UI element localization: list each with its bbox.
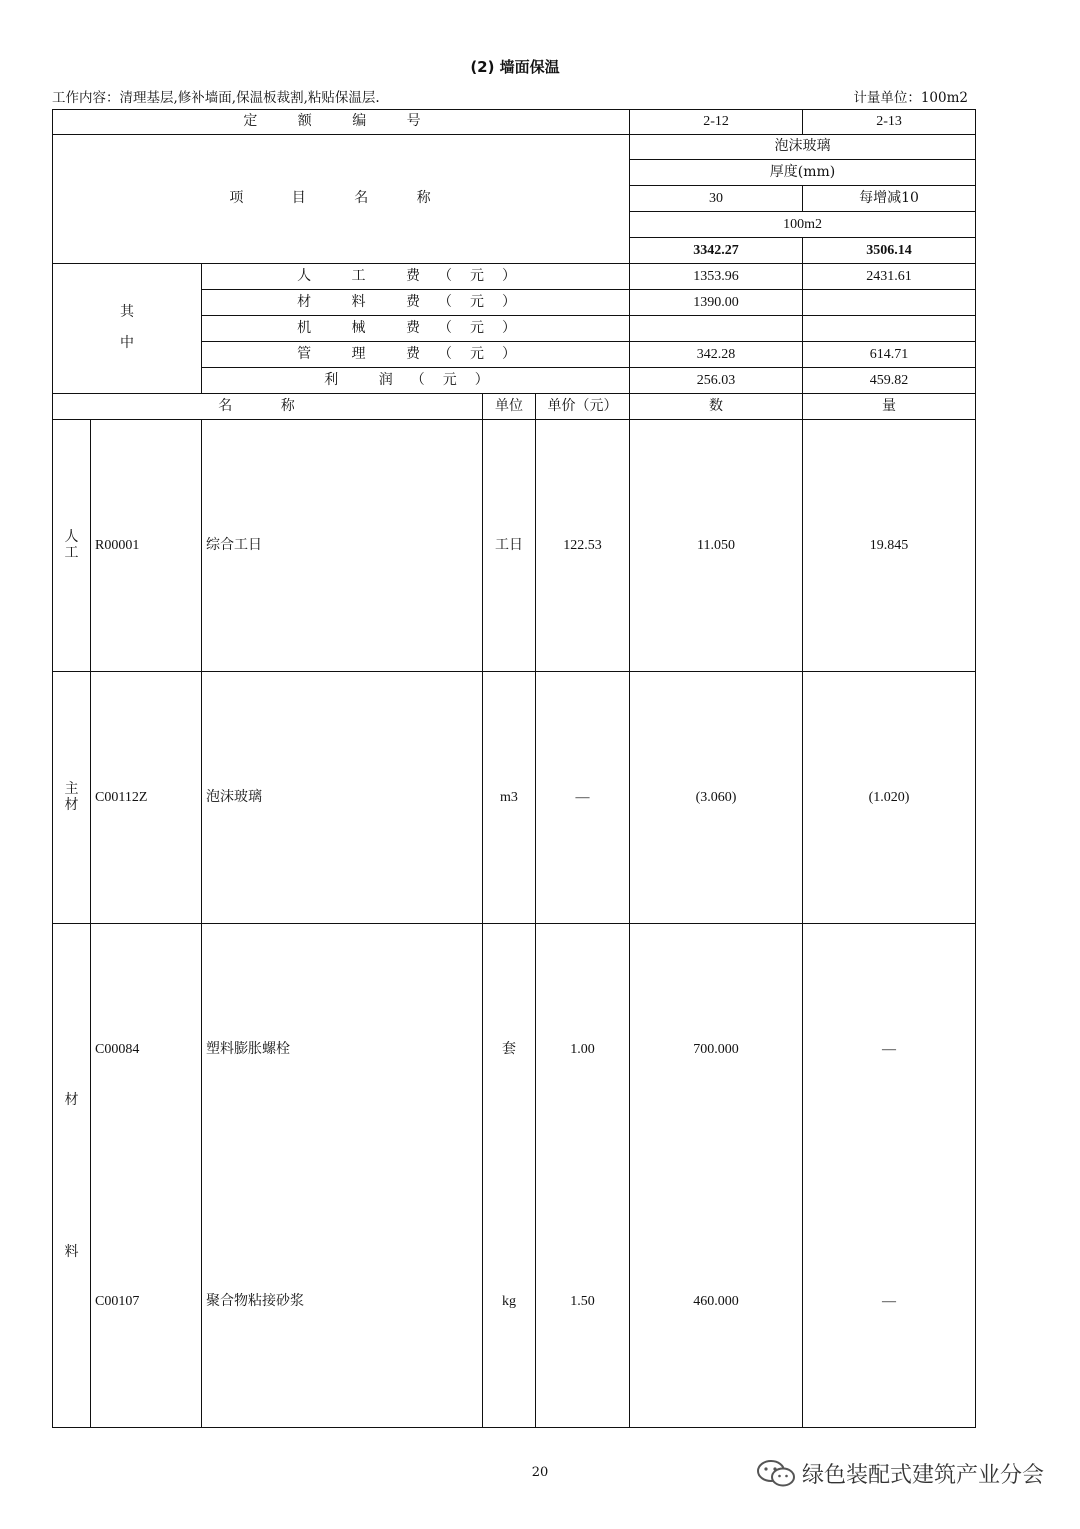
item-price: 122.53 [536, 420, 630, 672]
table-row [53, 420, 976, 672]
item-qty-2: (1.020) [803, 672, 976, 924]
quota-table [52, 109, 976, 1428]
code-2-13: 2-13 [803, 110, 976, 135]
material-cost-2 [803, 290, 976, 316]
machine-cost-1 [630, 316, 803, 342]
table-row [53, 924, 976, 1176]
page-title: (2) 墙面保温 [470, 58, 560, 76]
labor-cost-2: 2431.61 [803, 264, 976, 290]
management-cost-label: 管 理 费（元） [202, 342, 630, 368]
item-unit: kg [483, 1176, 536, 1428]
profit-label: 利 润（元） [202, 368, 630, 394]
item-qty-2: — [803, 924, 976, 1176]
management-cost-1: 342.28 [630, 342, 803, 368]
detail-qty-header-2: 量 [803, 394, 976, 420]
code-2-12: 2-12 [630, 110, 803, 135]
code-row [53, 110, 976, 135]
item-code: C00112Z [91, 672, 202, 924]
table-row [53, 672, 976, 924]
item-price: — [536, 672, 630, 924]
labor-cost-1: 1353.96 [630, 264, 803, 290]
thickness-increment: 每增减10 [803, 186, 976, 212]
item-qty-1: 11.050 [630, 420, 803, 672]
item-price: 1.00 [536, 924, 630, 1176]
item-unit: m3 [483, 672, 536, 924]
labor-cost-label: 人 工 费（元） [202, 264, 630, 290]
item-unit: 套 [483, 924, 536, 1176]
thickness-label: 厚度(mm) [630, 160, 976, 186]
watermark [756, 1458, 1044, 1489]
watermark-text: 绿色装配式建筑产业分会 [801, 1463, 1044, 1488]
breakdown-label-2: 中 [120, 335, 134, 352]
base-price-2-13: 3506.14 [803, 238, 976, 264]
code-label: 定 额 编 号 [53, 110, 630, 135]
item-price: 1.50 [536, 1176, 630, 1428]
unit-row: 100m2 [630, 212, 976, 238]
detail-header-row [53, 394, 976, 420]
material-name: 泡沫玻璃 [630, 135, 976, 160]
category-labor: 人 工 [53, 420, 91, 672]
material-cost-label: 材 料 费（元） [202, 290, 630, 316]
detail-price-header: 单价（元） [536, 394, 630, 420]
profit-2: 459.82 [803, 368, 976, 394]
detail-name-header: 名 称 [53, 394, 483, 420]
breakdown-group-label [53, 264, 202, 394]
item-name-label: 项 目 名 称 [53, 135, 630, 264]
item-name: 泡沫玻璃 [202, 672, 483, 924]
measure-unit: 计量单位：100m2 [853, 90, 968, 106]
work-content: 工作内容：清理基层,修补墙面,保温板裁割,粘贴保温层. [52, 90, 380, 106]
category-materials: 材 料 [53, 924, 91, 1428]
item-name: 塑料膨胀螺栓 [202, 924, 483, 1176]
machine-cost-2 [803, 316, 976, 342]
profit-1: 256.03 [630, 368, 803, 394]
item-qty-1: 460.000 [630, 1176, 803, 1428]
table-row [53, 1176, 976, 1428]
detail-qty-header-1: 数 [630, 394, 803, 420]
item-qty-1: (3.060) [630, 672, 803, 924]
thickness-30: 30 [630, 186, 803, 212]
item-name: 聚合物粘接砂浆 [202, 1176, 483, 1428]
detail-unit-header: 单位 [483, 394, 536, 420]
item-name: 综合工日 [202, 420, 483, 672]
item-code: C00107 [91, 1176, 202, 1428]
material-cost-1: 1390.00 [630, 290, 803, 316]
wechat-icon [756, 1459, 796, 1489]
item-unit: 工日 [483, 420, 536, 672]
item-qty-1: 700.000 [630, 924, 803, 1176]
item-qty-2: — [803, 1176, 976, 1428]
machine-cost-label: 机 械 费（元） [202, 316, 630, 342]
item-code: R00001 [91, 420, 202, 672]
page-number: 20 [531, 1465, 549, 1480]
breakdown-label-1: 其 [120, 304, 134, 321]
category-main-material: 主 材 [53, 672, 91, 924]
base-price-2-12: 3342.27 [630, 238, 803, 264]
item-code: C00084 [91, 924, 202, 1176]
management-cost-2: 614.71 [803, 342, 976, 368]
item-qty-2: 19.845 [803, 420, 976, 672]
